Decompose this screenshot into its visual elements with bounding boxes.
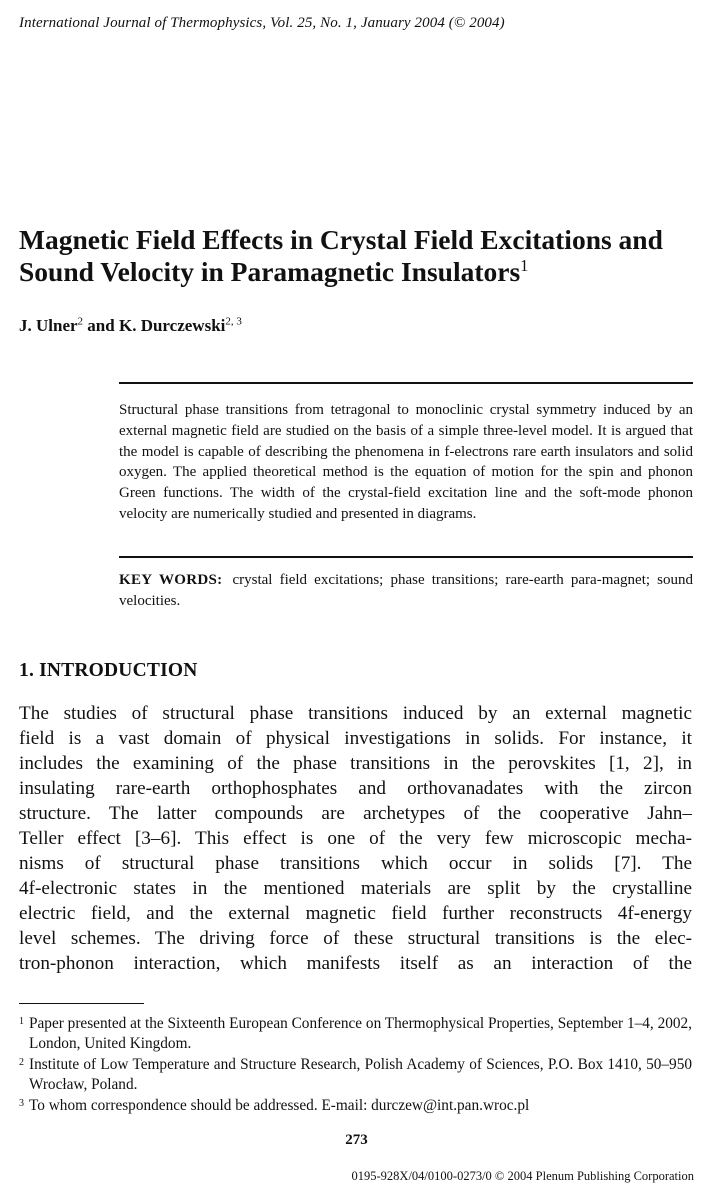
paper-title bbox=[19, 224, 699, 288]
journal-header: International Journal of Thermophysics, Vol. 25, No. 1, January 2004 (© 2004) bbox=[19, 15, 505, 31]
author-name: J. Ulner bbox=[19, 316, 78, 335]
author-list bbox=[19, 316, 242, 336]
abstract-bottom-rule bbox=[119, 556, 693, 558]
body-line: 4f-electronic states in the mentioned materials are split by the crystalline bbox=[19, 878, 692, 899]
title-line-2-text: Sound Velocity in Paramagnetic Insulators bbox=[19, 256, 521, 287]
footnote-mark: 2 bbox=[19, 1056, 24, 1068]
footnote-mark: 1 bbox=[19, 1016, 24, 1027]
footnote-text: To whom correspondence should be addressed. E-mail: durczew@int.pan.wroc.pl bbox=[29, 1096, 530, 1114]
footnote bbox=[19, 1096, 692, 1116]
footnote-rule bbox=[19, 1003, 144, 1004]
body-text bbox=[19, 701, 692, 976]
title-footnote-mark: 1 bbox=[520, 255, 529, 275]
keywords-text: crystal field excitations; phase transitions; rare-earth para-magnet; sound velocities. bbox=[119, 572, 693, 609]
copyright-line: 0195-928X/04/0100-0273/0 © 2004 Plenum Publishing Corporation bbox=[351, 1169, 694, 1183]
footnote-text: Paper presented at the Sixteenth European Conference on Thermophysical Properties, September 1–4, 2002, London, United Kingdom. bbox=[29, 1015, 692, 1053]
abstract-top-rule bbox=[119, 382, 693, 384]
title-line-1: Magnetic Field Effects in Crystal Field Excitations and bbox=[19, 224, 663, 255]
body-line: The studies of structural phase transitions induced by an external magnetic bbox=[19, 703, 692, 724]
author-affiliation-mark: 2 bbox=[77, 315, 84, 328]
footnote bbox=[19, 1055, 692, 1096]
author-affiliation-mark: 2, 3 bbox=[225, 315, 242, 328]
section-heading: 1. INTRODUCTION bbox=[19, 660, 198, 681]
body-line: tron-phonon interaction, which manifests itself as an interaction of the bbox=[19, 953, 692, 974]
body-line: level schemes. The driving force of these structural transitions is the elec- bbox=[19, 928, 692, 949]
footnote-mark: 3 bbox=[19, 1097, 24, 1109]
author-name: K. Durczewski bbox=[118, 316, 226, 335]
page-number: 273 bbox=[345, 1132, 368, 1148]
footnotes bbox=[19, 1014, 692, 1116]
footnote bbox=[19, 1014, 692, 1055]
keywords-label: KEY WORDS: bbox=[119, 572, 223, 588]
body-line: insulating rare-earth orthophosphates and orthovanadates with the zircon bbox=[19, 778, 692, 799]
body-line: field is a vast domain of physical investigations in solids. For instance, it bbox=[19, 728, 692, 749]
body-line: nisms of structural phase transitions which occur in solids [7]. The bbox=[19, 853, 692, 874]
body-line: structure. The latter compounds are archetypes of the cooperative Jahn– bbox=[19, 803, 692, 824]
body-line: includes the examining of the phase transitions in the perovskites [1, 2], in bbox=[19, 753, 692, 774]
body-line: electric field, and the external magnetic field further reconstructs 4f-energy bbox=[19, 903, 692, 924]
keywords bbox=[119, 570, 693, 612]
author-conjunction: and bbox=[87, 316, 115, 335]
footnote-text: Institute of Low Temperature and Structure Research, Polish Academy of Sciences, P.O. Box 1410, 50–950 Wrocław, Poland. bbox=[29, 1055, 692, 1094]
title-line-2 bbox=[19, 256, 699, 288]
body-line: Teller effect [3–6]. This effect is one of the very few microscopic mecha- bbox=[19, 828, 692, 849]
abstract: Structural phase transitions from tetragonal to monoclinic crystal symmetry induced by an external magnetic field are studied on the basis of a simple three-level model. It is argued that the model is capable of describing the phenomena in f-electrons rare earth insulators and solid oxygen. The applied theoretical method is the equation of motion for the spin and phonon Green functions. The width of the crystal-field excitation line and the soft-mode phonon velocity are numerically studied and presented in diagrams. bbox=[119, 402, 693, 522]
